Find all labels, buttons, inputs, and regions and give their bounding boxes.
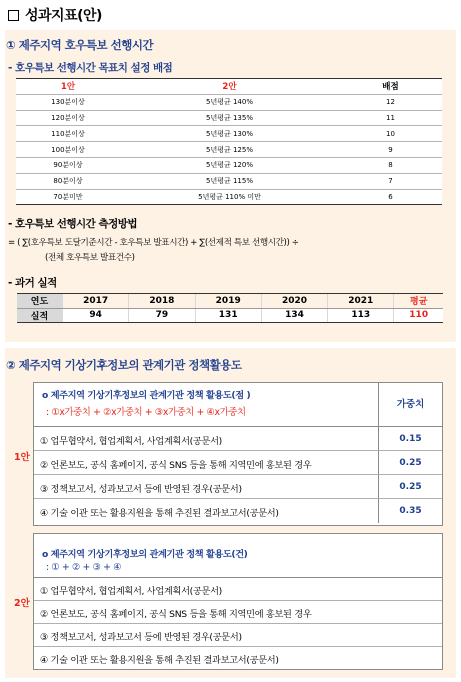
table-cell: 5년평균 140%	[120, 94, 339, 110]
item-text: ② 언론보도, 공식 홈페이지, 공식 SNS 등을 통해 지역민에 홍보된 경우	[40, 460, 312, 471]
perf-header: 2018	[129, 294, 195, 309]
list-item	[34, 451, 378, 475]
option1-box	[33, 382, 443, 526]
table-row	[16, 110, 442, 126]
perf-header: 2019	[195, 294, 261, 309]
perf-value: 79	[129, 308, 195, 323]
page-title-text: 성과지표(안)	[25, 8, 102, 24]
option1-heading: o 제주지역 기상기후정보의 관계기관 정책 활용도(점 )	[42, 390, 251, 401]
section1-subtitle: - 호우특보 선행시간 목표치 설정 배점	[8, 62, 173, 74]
option1-label: 1안	[14, 452, 30, 463]
table-cell: 120분이상	[16, 110, 120, 126]
table-cell: 70분미만	[16, 189, 120, 205]
perf-header: 2017	[63, 294, 129, 309]
table-cell: 130분이상	[16, 94, 120, 110]
weight-value: 0.15	[378, 427, 442, 451]
table-row	[16, 94, 442, 110]
formula-line-1: = ( ∑(호우특보 도달기준시간 - 호우특보 발표시간) + ∑(선제적 특보 선행시간)) ÷	[8, 238, 299, 248]
formula-line-2: (전체 호우특보 발표건수)	[45, 253, 135, 263]
option2-label: 2안	[14, 598, 30, 609]
table-cell: 5년평균 125%	[120, 142, 339, 158]
table-row	[16, 142, 442, 158]
perf-header: 2020	[261, 294, 327, 309]
list-item	[34, 499, 378, 523]
perf-average-value: 110	[394, 308, 443, 323]
table-cell: 5년평균 115%	[120, 173, 339, 189]
item-text: ④ 기술 이관 또는 활용지원을 통해 추진된 결과보고서(공문서)	[40, 655, 279, 666]
past-performance-table	[17, 293, 443, 323]
table-header-score: 배점	[339, 79, 442, 95]
table-cell: 9	[339, 142, 442, 158]
list-item	[34, 475, 378, 499]
measure-method-title: - 호우특보 선행시간 측정방법	[8, 218, 138, 230]
option1-header	[34, 383, 378, 427]
item-text: ① 업무협약서, 협업계획서, 사업계획서(공문서)	[40, 586, 222, 597]
weight-value: 0.25	[378, 451, 442, 475]
table-cell: 5년평균 120%	[120, 157, 339, 173]
section1-title: ① 제주지역 호우특보 선행시간	[6, 38, 154, 52]
table-row	[16, 189, 442, 205]
item-text: ① 업무협약서, 협업계획서, 사업계획서(공문서)	[40, 436, 222, 447]
table-header-option2: 2안	[120, 79, 339, 95]
list-item	[34, 647, 442, 670]
perf-value: 134	[261, 308, 327, 323]
past-performance-title: - 과거 실적	[8, 277, 57, 289]
weight-header: 가중치	[378, 383, 442, 427]
table-cell: 6	[339, 189, 442, 205]
table-cell: 8	[339, 157, 442, 173]
section2-title: ② 제주지역 기상기후정보의 관계기관 정책활용도	[6, 358, 242, 372]
table-row	[16, 173, 442, 189]
weight-value: 0.35	[378, 499, 442, 523]
table-cell: 11	[339, 110, 442, 126]
checkbox-square-icon	[8, 10, 19, 21]
table-row	[16, 157, 442, 173]
option2-box	[33, 533, 443, 670]
list-item	[34, 578, 442, 601]
perf-header-year: 연도	[17, 294, 63, 309]
table-cell: 7	[339, 173, 442, 189]
weight-value: 0.25	[378, 475, 442, 499]
option2-formula: : ① + ② + ③ + ④	[46, 562, 122, 573]
option2-header	[34, 534, 442, 578]
table-header-option1: 1안	[16, 79, 120, 95]
table-cell: 5년평균 130%	[120, 126, 339, 142]
item-text: ② 언론보도, 공식 홈페이지, 공식 SNS 등을 통해 지역민에 홍보된 경우	[40, 609, 312, 620]
table-cell: 110분이상	[16, 126, 120, 142]
page-title	[8, 5, 102, 25]
item-text: ④ 기술 이관 또는 활용지원을 통해 추진된 결과보고서(공문서)	[40, 508, 279, 519]
table-cell: 10	[339, 126, 442, 142]
list-item	[34, 624, 442, 647]
target-score-table	[16, 78, 442, 205]
list-item	[34, 427, 378, 451]
perf-header-average: 평균	[394, 294, 443, 309]
perf-value: 131	[195, 308, 261, 323]
option2-heading: o 제주지역 기상기후정보의 관계기관 정책 활용도(건)	[42, 549, 248, 560]
table-cell: 90분이상	[16, 157, 120, 173]
table-cell: 12	[339, 94, 442, 110]
list-item	[34, 601, 442, 624]
perf-value: 113	[328, 308, 394, 323]
table-row	[17, 308, 443, 323]
table-cell: 80분이상	[16, 173, 120, 189]
option1-formula: : ①x가중치 + ②x가중치 + ③x가중치 + ④x가중치	[46, 407, 246, 418]
item-text: ③ 정책보고서, 성과보고서 등에 반영된 경우(공문서)	[40, 484, 242, 495]
table-cell: 5년평균 135%	[120, 110, 339, 126]
item-text: ③ 정책보고서, 성과보고서 등에 반영된 경우(공문서)	[40, 632, 242, 643]
table-cell: 100분이상	[16, 142, 120, 158]
table-row	[16, 126, 442, 142]
perf-header: 2021	[328, 294, 394, 309]
perf-row-label: 실적	[17, 308, 63, 323]
perf-value: 94	[63, 308, 129, 323]
table-cell: 5년평균 110% 미만	[120, 189, 339, 205]
